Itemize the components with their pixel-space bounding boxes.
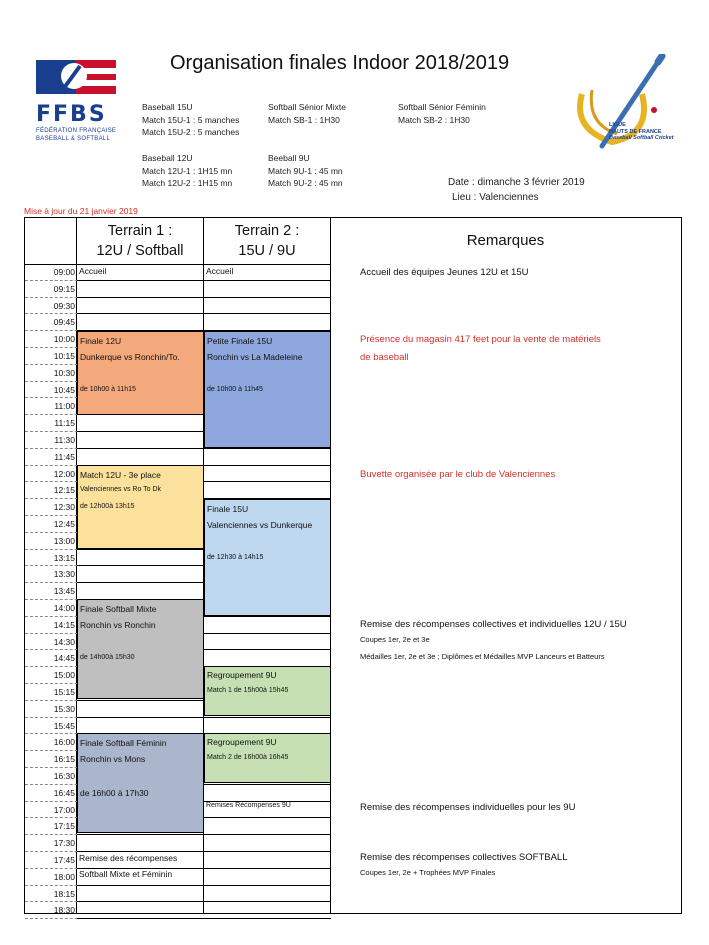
t1-match-3e-hours: de 12h00à 13h15 — [80, 503, 135, 510]
ffbs-logo-text: FFBS — [36, 102, 107, 127]
time-label: 17:30 — [53, 838, 75, 849]
cell — [77, 432, 204, 449]
t1-finale-12u-teams: Dunkerque vs Ronchin/To. — [80, 352, 180, 362]
info-softball-feminin — [398, 101, 486, 126]
ffbs-logo-subtitle — [36, 127, 116, 143]
time-label: 10:15 — [53, 351, 75, 361]
time-label: 13:30 — [53, 569, 75, 580]
t1-finale-softball-feminin — [77, 733, 204, 833]
schedule-table — [24, 217, 682, 914]
time-row — [25, 886, 331, 903]
t1-finale-softball-mixte — [77, 599, 204, 699]
time-label: 09:00 — [53, 267, 75, 277]
t2-finale-15u-teams: Valenciennes vs Dunkerque — [207, 520, 313, 530]
cell — [204, 835, 331, 852]
ffbs-logo-icon — [36, 58, 116, 102]
t2-petite-finale-15u — [204, 331, 331, 448]
cell — [204, 634, 331, 651]
t1-mixte-hours: de 14h00à 15h30 — [80, 654, 135, 661]
header-terrain2 — [204, 218, 331, 265]
cell — [204, 466, 331, 483]
time-label: 18:15 — [53, 888, 75, 899]
header-terrain1-line1: Terrain 1 : — [107, 223, 173, 239]
time-label: 17:15 — [53, 821, 75, 832]
ligue-line2: HAUTS DE FRANCE — [609, 128, 662, 135]
t1-feminin-title: Finale Softball Féminin — [80, 738, 167, 748]
time-label: 14:45 — [53, 653, 75, 664]
cell — [204, 281, 331, 298]
info-line: Match SB-2 : 1H30 — [398, 114, 470, 125]
time-label: 10:45 — [53, 384, 75, 395]
cell — [204, 314, 331, 331]
time-row — [25, 718, 331, 735]
info-line: Baseball 12U — [142, 153, 193, 163]
cell — [204, 886, 331, 903]
time-label: 10:30 — [53, 367, 75, 378]
time-label: 15:45 — [53, 720, 75, 731]
cell — [204, 298, 331, 315]
ffbs-subtitle-line2: BASEBALL & SOFTBALL — [36, 136, 111, 142]
info-line: Match 12U-2 : 1H15 mn — [142, 178, 233, 188]
time-label: 15:15 — [53, 687, 75, 697]
t1-accueil: Accueil — [79, 266, 107, 276]
info-line: Match 9U-2 : 45 mn — [268, 178, 343, 188]
time-label: 11:45 — [54, 451, 75, 462]
cell — [204, 818, 331, 835]
cell — [204, 718, 331, 735]
header-terrain2-line2: 15U / 9U — [238, 243, 296, 259]
info-line: Match 12U-1 : 1H15 mn — [142, 165, 233, 176]
t2-regroupement-9u-2 — [204, 733, 331, 783]
time-label: 09:30 — [53, 300, 75, 311]
remarque-coupes: Coupes 1er, 2e et 3e — [360, 635, 430, 644]
remarque-recompenses-9u: Remise des récompenses individuelles pour les 9U — [360, 802, 576, 813]
t1-finale-12u-title: Finale 12U — [80, 336, 122, 346]
t2-finale-15u — [204, 499, 331, 616]
cell — [77, 566, 204, 583]
time-label: 12:45 — [53, 519, 75, 529]
header-terrain2-line1: Terrain 2 : — [234, 223, 300, 239]
ligue-logo-text — [609, 122, 674, 142]
info-line: Baseball 15U — [142, 102, 193, 112]
t1-finale-12u-hours: de 10h00 à 11h15 — [80, 386, 136, 393]
info-line: Match SB-1 : 1H30 — [268, 114, 340, 125]
time-label: 11:00 — [54, 401, 75, 412]
time-row — [25, 264, 331, 281]
time-label: 12:30 — [53, 502, 75, 513]
t1-feminin-teams: Ronchin vs Mons — [80, 754, 146, 764]
time-row — [25, 852, 331, 869]
cell — [204, 617, 331, 634]
time-row — [25, 835, 331, 852]
remarque-coupes-softball: Coupes 1er, 2e + Trophées MVP Finales — [360, 868, 496, 877]
info-line: Match 15U-2 : 5 manches — [142, 127, 240, 137]
t2-petite-finale-hours: de 10h00 à 11h45 — [207, 386, 263, 393]
info-softball-mixte — [268, 101, 346, 126]
t2-regroup2-hours: Match 2 de 16h00à 16h45 — [207, 754, 289, 761]
time-label: 17:00 — [53, 804, 75, 815]
info-line: Match 15U-1 : 5 manches — [142, 114, 240, 125]
cell — [77, 449, 204, 466]
t1-feminin-hours: de 16h00 à 17h30 — [80, 788, 149, 798]
info-beeball-9u — [268, 152, 343, 190]
ligue-line3: Baseball Softball Cricket — [609, 135, 674, 141]
time-label: 16:15 — [53, 754, 75, 765]
t1-remise-softball: Softball Mixte et Féminin — [79, 869, 173, 879]
time-label: 17:45 — [53, 855, 75, 865]
cell — [204, 482, 331, 499]
cell — [77, 298, 204, 315]
time-label: 15:30 — [53, 703, 75, 714]
time-row — [25, 902, 331, 919]
time-label: 11:15 — [54, 418, 75, 429]
time-label: 16:45 — [53, 787, 75, 798]
cell — [204, 869, 331, 886]
time-label: 13:15 — [53, 552, 75, 563]
t1-mixte-title: Finale Softball Mixte — [80, 604, 157, 614]
cell — [77, 902, 204, 919]
cell — [77, 718, 204, 735]
time-label: 15:00 — [53, 670, 75, 681]
remarque-accueil: Accueil des équipes Jeunes 12U et 15U — [360, 267, 529, 278]
cell — [77, 281, 204, 298]
cell — [77, 835, 204, 852]
info-line: Softball Sénior Féminin — [398, 102, 486, 112]
info-line: Match 9U-1 : 45 mn — [268, 165, 343, 176]
time-label: 13:00 — [53, 535, 75, 546]
header-time — [25, 218, 77, 265]
cell — [204, 785, 331, 802]
time-label: 09:15 — [53, 283, 75, 294]
t2-regroupement-9u-1 — [204, 666, 331, 716]
time-label: 12:15 — [53, 485, 75, 496]
t1-match-3e-title: Match 12U - 3e place — [80, 470, 161, 480]
t1-match-3e-teams: Valenciennes vs Ro To Dk — [80, 486, 162, 493]
info-line: Softball Sénior Mixte — [268, 102, 346, 112]
cell — [77, 314, 204, 331]
time-label: 11:30 — [54, 435, 75, 445]
t1-mixte-teams: Ronchin vs Ronchin — [80, 620, 156, 630]
time-row — [25, 314, 331, 331]
cell — [77, 550, 204, 567]
ligue-line1: LIGUE — [609, 122, 626, 128]
t2-regroup2-title: Regroupement 9U — [207, 737, 277, 747]
remarque-medailles: Médailles 1er, 2e et 3e ; Diplômes et Médailles MVP Lanceurs et Batteurs — [360, 652, 605, 661]
cell — [204, 902, 331, 919]
t2-regroup1-hours: Match 1 de 15h00à 15h45 — [207, 687, 289, 694]
time-row — [25, 869, 331, 886]
t2-petite-finale-title: Petite Finale 15U — [207, 336, 273, 346]
info-line: Beeball 9U — [268, 153, 310, 163]
remarque-recompenses-softball: Remise des récompenses collectives SOFTBALL — [360, 852, 568, 863]
t1-finale-12u — [77, 331, 204, 415]
t2-accueil: Accueil — [206, 266, 234, 276]
time-label: 16:30 — [53, 771, 75, 781]
info-baseball-15u — [142, 101, 239, 139]
time-label: 12:00 — [53, 468, 75, 479]
time-label: 18:30 — [53, 905, 75, 916]
time-label: 16:00 — [53, 737, 75, 748]
remarque-magasin: Présence du magasin 417 feet pour la vente de matériels — [360, 334, 601, 345]
remarque-recompenses-12u-15u: Remise des récompenses collectives et individuelles 12U / 15U — [360, 619, 627, 630]
time-label: 13:45 — [53, 586, 75, 597]
time-row — [25, 449, 331, 466]
time-label: 14:30 — [53, 636, 75, 647]
t1-remise-recompenses: Remise des récompenses — [79, 853, 178, 863]
t2-regroup1-title: Regroupement 9U — [207, 670, 277, 680]
event-location: Lieu : Valenciennes — [452, 192, 539, 203]
time-label: 18:00 — [53, 871, 75, 882]
update-note: Mise à jour du 21 janvier 2019 — [24, 206, 138, 216]
time-label: 10:00 — [53, 334, 75, 345]
cell — [77, 415, 204, 432]
remarque-magasin-2: de baseball — [360, 352, 409, 363]
time-label: 14:15 — [53, 619, 75, 630]
t2-petite-finale-teams: Ronchin vs La Madeleine — [207, 352, 303, 362]
cell — [204, 852, 331, 869]
cell — [204, 650, 331, 667]
header-terrain1 — [77, 218, 204, 265]
cell — [204, 449, 331, 466]
event-date: Date : dimanche 3 février 2019 — [448, 177, 585, 188]
ffbs-subtitle-line1: FÉDÉRATION FRANÇAISE — [36, 128, 117, 134]
time-label: 14:00 — [53, 603, 75, 613]
time-row — [25, 281, 331, 298]
t2-finale-15u-hours: de 12h30 à 14h15 — [207, 554, 264, 561]
t1-match-3e-place — [77, 465, 204, 549]
header-terrain1-line2: 12U / Softball — [96, 243, 184, 259]
time-row — [25, 298, 331, 315]
remarque-buvette: Buvette organisée par le club de Valenciennes — [360, 469, 556, 480]
page-title: Organisation finales Indoor 2018/2019 — [170, 52, 510, 74]
t2-remises-9u: Remises Récompenses 9U — [206, 802, 291, 809]
t2-finale-15u-title: Finale 15U — [207, 504, 249, 514]
cell — [77, 701, 204, 718]
header-remarques: Remarques — [466, 232, 545, 249]
cell — [77, 886, 204, 903]
info-baseball-12u — [142, 152, 232, 190]
cell — [77, 583, 204, 600]
time-label: 09:45 — [53, 317, 75, 328]
